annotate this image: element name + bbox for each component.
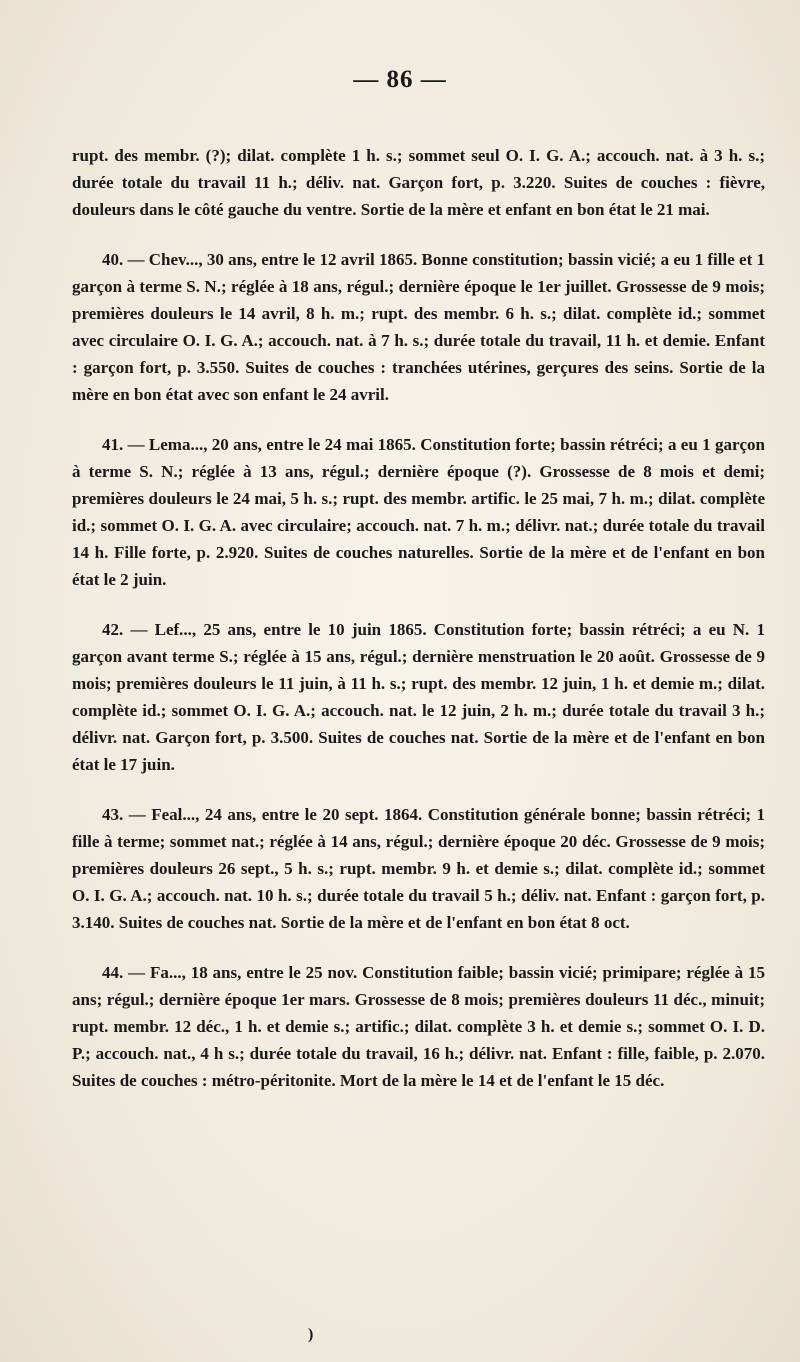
paragraph-case-43: 43. — Feal..., 24 ans, entre le 20 sept. 1864. Constitution générale bonne; bassin rétréci; 1 fille à terme; sommet nat.; réglée à 14 ans, régul.; dernière époque 20 déc. Grossesse de 9 mois; premières douleurs 26 sept., 5 h. s.; rupt. membr. 9 h. et demie s.; dilat. complète id.; sommet O. I. G. A.; accouch. nat. 10 h. s.; durée totale du travail 5 h.; déliv. nat. Enfant : garçon fort, p. 3.140. Suites de couches nat. Sortie de la mère et de l'enfant en bon état 8 oct.: [72, 805, 765, 932]
paragraph-case-41: 41. — Lema..., 20 ans, entre le 24 mai 1865. Constitution forte; bassin rétréci; a eu 1 garçon à terme S. N.; réglée à 13 ans, régul.; dernière époque (?). Grossesse de 8 mois et demi; premières douleurs le 24 mai, 5 h. s.; rupt. des membr. artific. le 25 mai, 7 h. m.; dilat. complète id.; sommet O. I. G. A. avec circulaire; accouch. nat. 7 h. m.; délivr. nat.; durée totale du travail 14 h. Fille forte, p. 2.920. Suites de couches naturelles. Sortie de la mère et de l'enfant en bon état le 2 juin.: [72, 435, 765, 589]
paragraph-case-40: 40. — Chev..., 30 ans, entre le 12 avril 1865. Bonne constitution; bassin vicié; a eu 1 fille et 1 garçon à terme S. N.; réglée à 18 ans, régul.; dernière époque le 1er juillet. Grossesse de 9 mois; premières douleurs le 14 avril, 8 h. m.; rupt. des membr. 6 h. s.; dilat. complète id.; sommet avec circulaire O. I. G. A.; accouch. nat. à 7 h. s.; durée totale du travail, 11 h. et demie. Enfant : garçon fort, p. 3.550. Suites de couches : tranchées utérines, gerçures des seins. Sortie de la mère en bon état avec son enfant le 24 avril.: [72, 250, 765, 404]
stray-print-mark: ): [308, 1326, 314, 1343]
body-text: [72, 142, 765, 1117]
paragraph-case-42: 42. — Lef..., 25 ans, entre le 10 juin 1865. Constitution forte; bassin rétréci; a eu N. 1 garçon avant terme S.; réglée à 15 ans, régul.; dernière menstruation le 20 août. Grossesse de 9 mois; premières douleurs le 11 juin, à 11 h. s.; rupt. des membr. 12 juin, 1 h. et demie m.; dilat. complète id.; sommet O. I. G. A.; accouch. nat. le 12 juin, 2 h. m.; durée totale du travail 3 h.; délivr. nat. Garçon fort, p. 3.500. Suites de couches nat. Sortie de la mère et de l'enfant en bon état le 17 juin.: [72, 620, 765, 774]
page-number: — 86 —: [353, 66, 447, 93]
paragraph-case-44: 44. — Fa..., 18 ans, entre le 25 nov. Constitution faible; bassin vicié; primipare; réglée à 15 ans; régul.; dernière époque 1er mars. Grossesse de 8 mois; premières douleurs 11 déc., minuit; rupt. membr. 12 déc., 1 h. et demie s.; artific.; dilat. complète 3 h. et demie s.; sommet O. I. D. P.; accouch. nat., 4 h s.; durée totale du travail, 16 h.; délivr. nat. Enfant : fille, faible, p. 2.070. Suites de couches : métro-péritonite. Mort de la mère le 14 et de l'enfant le 15 déc.: [72, 963, 765, 1090]
paragraph-continuation: rupt. des membr. (?); dilat. complète 1 h. s.; sommet seul O. I. G. A.; accouch. nat. à 3 h. s.; durée totale du travail 11 h.; déliv. nat. Garçon fort, p. 3.220. Suites de couches : fièvre, douleurs dans le côté gauche du ventre. Sortie de la mère et enfant en bon état le 21 mai.: [72, 146, 765, 219]
